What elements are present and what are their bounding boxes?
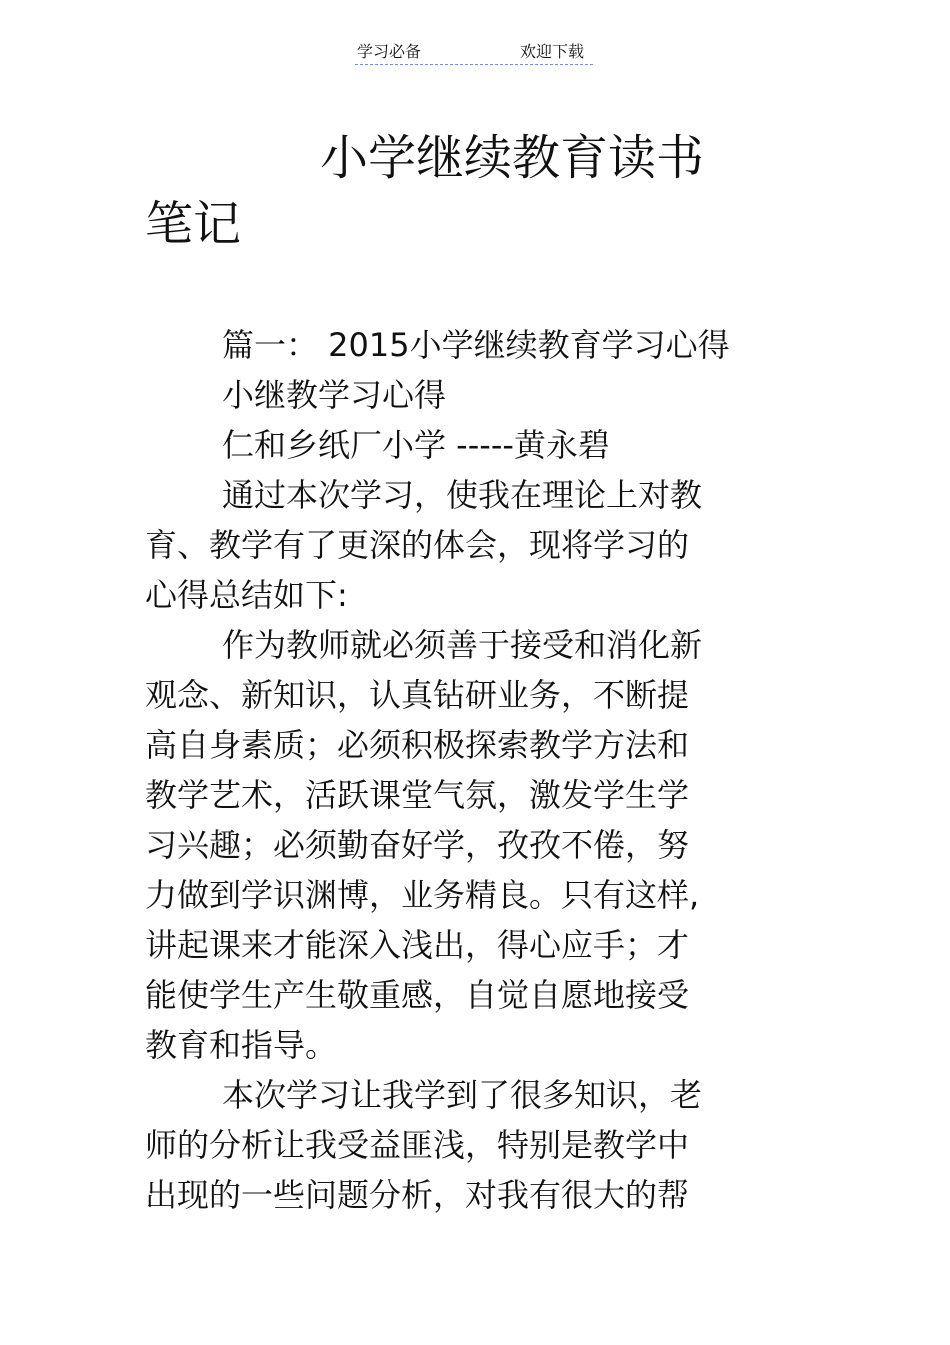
title-line-1: 小学继续教育读书 <box>320 130 705 186</box>
body-line: 力做到学识渊博，业务精良。只有这样, <box>145 876 700 914</box>
body-line: 高自身素质；必须积极探索教学方法和 <box>145 726 690 764</box>
body-line: 通过本次学习，使我在理论上对教 <box>222 476 703 514</box>
body-line: 心得总结如下: <box>145 576 348 614</box>
body-line: 习兴趣；必须勤奋好学，孜孜不倦，努 <box>145 826 690 864</box>
body-line: 育、教学有了更深的体会，现将学习的 <box>145 526 690 564</box>
body-line: 仁和乡纸厂小学 -----黄永碧 <box>222 426 610 464</box>
page-header <box>355 40 593 65</box>
body-line: 作为教师就必须善于接受和消化新 <box>222 626 703 664</box>
body-line: 出现的一些问题分析，对我有很大的帮 <box>145 1176 690 1214</box>
header-right-text: 欢迎下载 <box>520 42 585 61</box>
document-title <box>145 125 785 257</box>
body-line: 师的分析让我受益匪浅，特别是教学中 <box>145 1126 690 1164</box>
body-line: 小继教学习心得 <box>222 376 447 414</box>
body-line: 观念、新知识，认真钻研业务，不断提 <box>145 676 690 714</box>
body-line: 讲起课来才能深入浅出，得心应手；才 <box>145 926 690 964</box>
body-line: 教学艺术，活跃课堂气氛，激发学生学 <box>145 776 690 814</box>
body-line: 能使学生产生敬重感，自觉自愿地接受 <box>145 976 690 1014</box>
body-line: 本次学习让我学到了很多知识，老 <box>222 1076 703 1114</box>
document-body <box>145 320 785 1220</box>
body-line: 篇一： 2015小学继续教育学习心得 <box>222 326 730 364</box>
title-line-2: 笔记 <box>145 196 242 252</box>
body-line: 教育和指导。 <box>145 1026 338 1064</box>
header-left-text: 学习必备 <box>357 42 422 61</box>
